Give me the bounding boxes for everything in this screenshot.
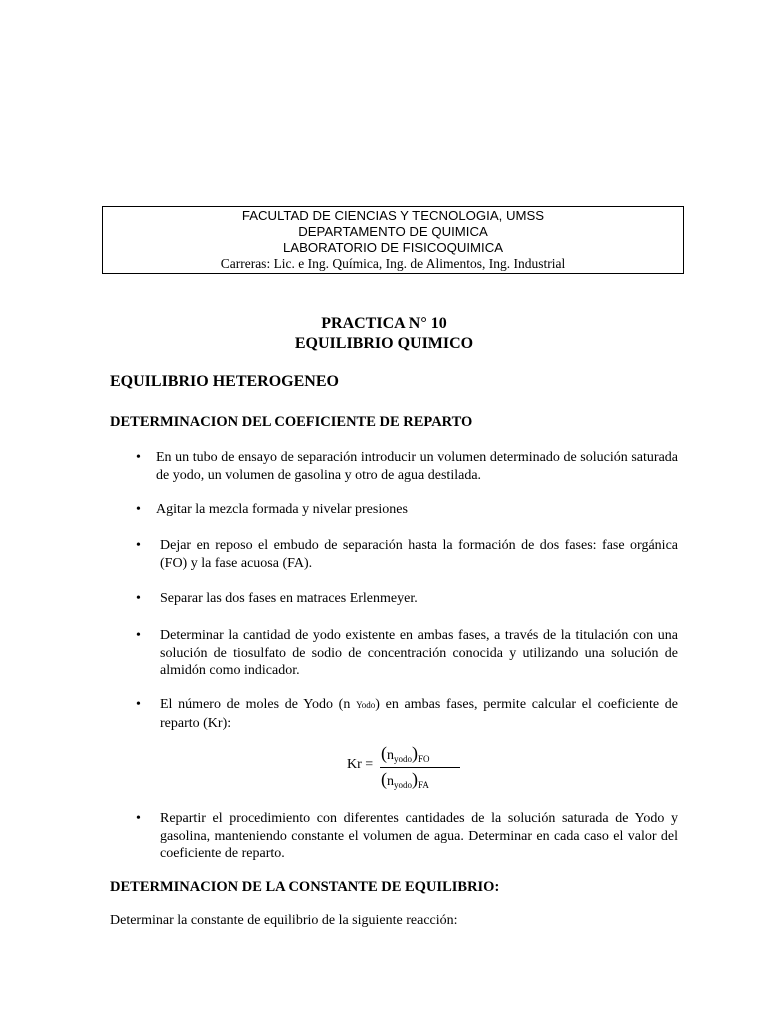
list-item <box>136 590 678 608</box>
faculty-name: FACULTAD DE CIENCIAS Y TECNOLOGIA, UMSS <box>241 208 545 223</box>
formula-denominator: $(n_{yodo})_{FA}$ <box>381 769 429 790</box>
practice-number-title: PRACTICA N° 10 <box>321 315 447 332</box>
department-name: DEPARTAMENTO DE QUIMICA <box>298 224 488 239</box>
formula-numerator: $(n_{yodo})_{FO}$ <box>381 743 430 764</box>
list-item-text: Determinar la cantidad de yodo existente en ambas fases, a través de la titulación con una solución de tiosulfato de sodio de concentración conocida y utilizando una solución de almidón como indicador. <box>160 628 678 678</box>
bullet-icon: • <box>136 811 141 826</box>
bullet-icon: • <box>136 697 141 712</box>
list-item <box>136 696 678 732</box>
practice-topic-title: EQUILIBRIO QUIMICO <box>294 335 474 352</box>
bullet-icon: • <box>136 628 141 643</box>
bullet-icon: • <box>136 538 141 553</box>
list-item-text: Dejar en reposo el embudo de separación hasta la formación de dos fases: fase orgánica (FO) y la fase acuosa (FA). <box>160 538 678 571</box>
bullet-icon: • <box>136 591 141 606</box>
formula-lhs: Kr = <box>347 757 374 772</box>
equilibrium-instruction-text: Determinar la constante de equilibrio de la siguiente reacción: <box>110 913 458 928</box>
formula-n: n <box>387 748 394 763</box>
list-item-text: En un tubo de ensayo de separación introducir un volumen determinado de solución saturada de yodo, un volumen de gasolina y otro de agua destilada. <box>156 450 678 483</box>
list-item-text: Agitar la mezcla formada y nivelar presiones <box>156 502 408 517</box>
list-item <box>136 810 678 863</box>
formula-phase-fo: FO <box>418 754 430 764</box>
formula-phase-fa: FA <box>418 780 429 790</box>
list-item <box>136 449 678 484</box>
list-item <box>136 537 678 572</box>
institution-header-box <box>102 206 684 274</box>
list-item <box>136 501 678 519</box>
formula-n: n <box>387 774 394 789</box>
subheading-partition-coefficient: DETERMINACION DEL COEFICIENTE DE REPARTO <box>110 414 473 430</box>
list-item-text: Repartir el procedimiento con diferentes cantidades de la solución saturada de Yodo y gasolina, manteniendo constante el volumen de agua. Determinar en cada caso el valor del coeficiente de reparto. <box>160 811 678 861</box>
moles-list-item-text <box>160 696 678 732</box>
formula-n-subscript: yodo <box>394 754 412 764</box>
formula-n-subscript: yodo <box>394 780 412 790</box>
bullet-icon: • <box>136 502 141 517</box>
moles-text-end: ) en ambas fases, permite calcular el coeficiente de reparto (Kr): <box>160 697 678 731</box>
fraction-bar <box>380 767 460 768</box>
careers-line: Carreras: Lic. e Ing. Química, Ing. de Alimentos, Ing. Industrial <box>220 256 566 271</box>
list-item-text: Separar las dos fases en matraces Erlenmeyer. <box>160 591 418 606</box>
laboratory-name: LABORATORIO DE FISICOQUIMICA <box>282 240 504 255</box>
subheading-equilibrium-constant: DETERMINACION DE LA CONSTANTE DE EQUILIBRIO: <box>110 879 500 895</box>
list-item <box>136 627 678 680</box>
section-heading-heterogeneous: EQUILIBRIO HETEROGENEO <box>110 373 339 390</box>
moles-text-start: El número de moles de Yodo (n <box>160 697 357 712</box>
yodo-subscript: Yodo <box>356 700 376 710</box>
bullet-icon: • <box>136 450 141 465</box>
partition-coefficient-formula <box>347 740 467 794</box>
